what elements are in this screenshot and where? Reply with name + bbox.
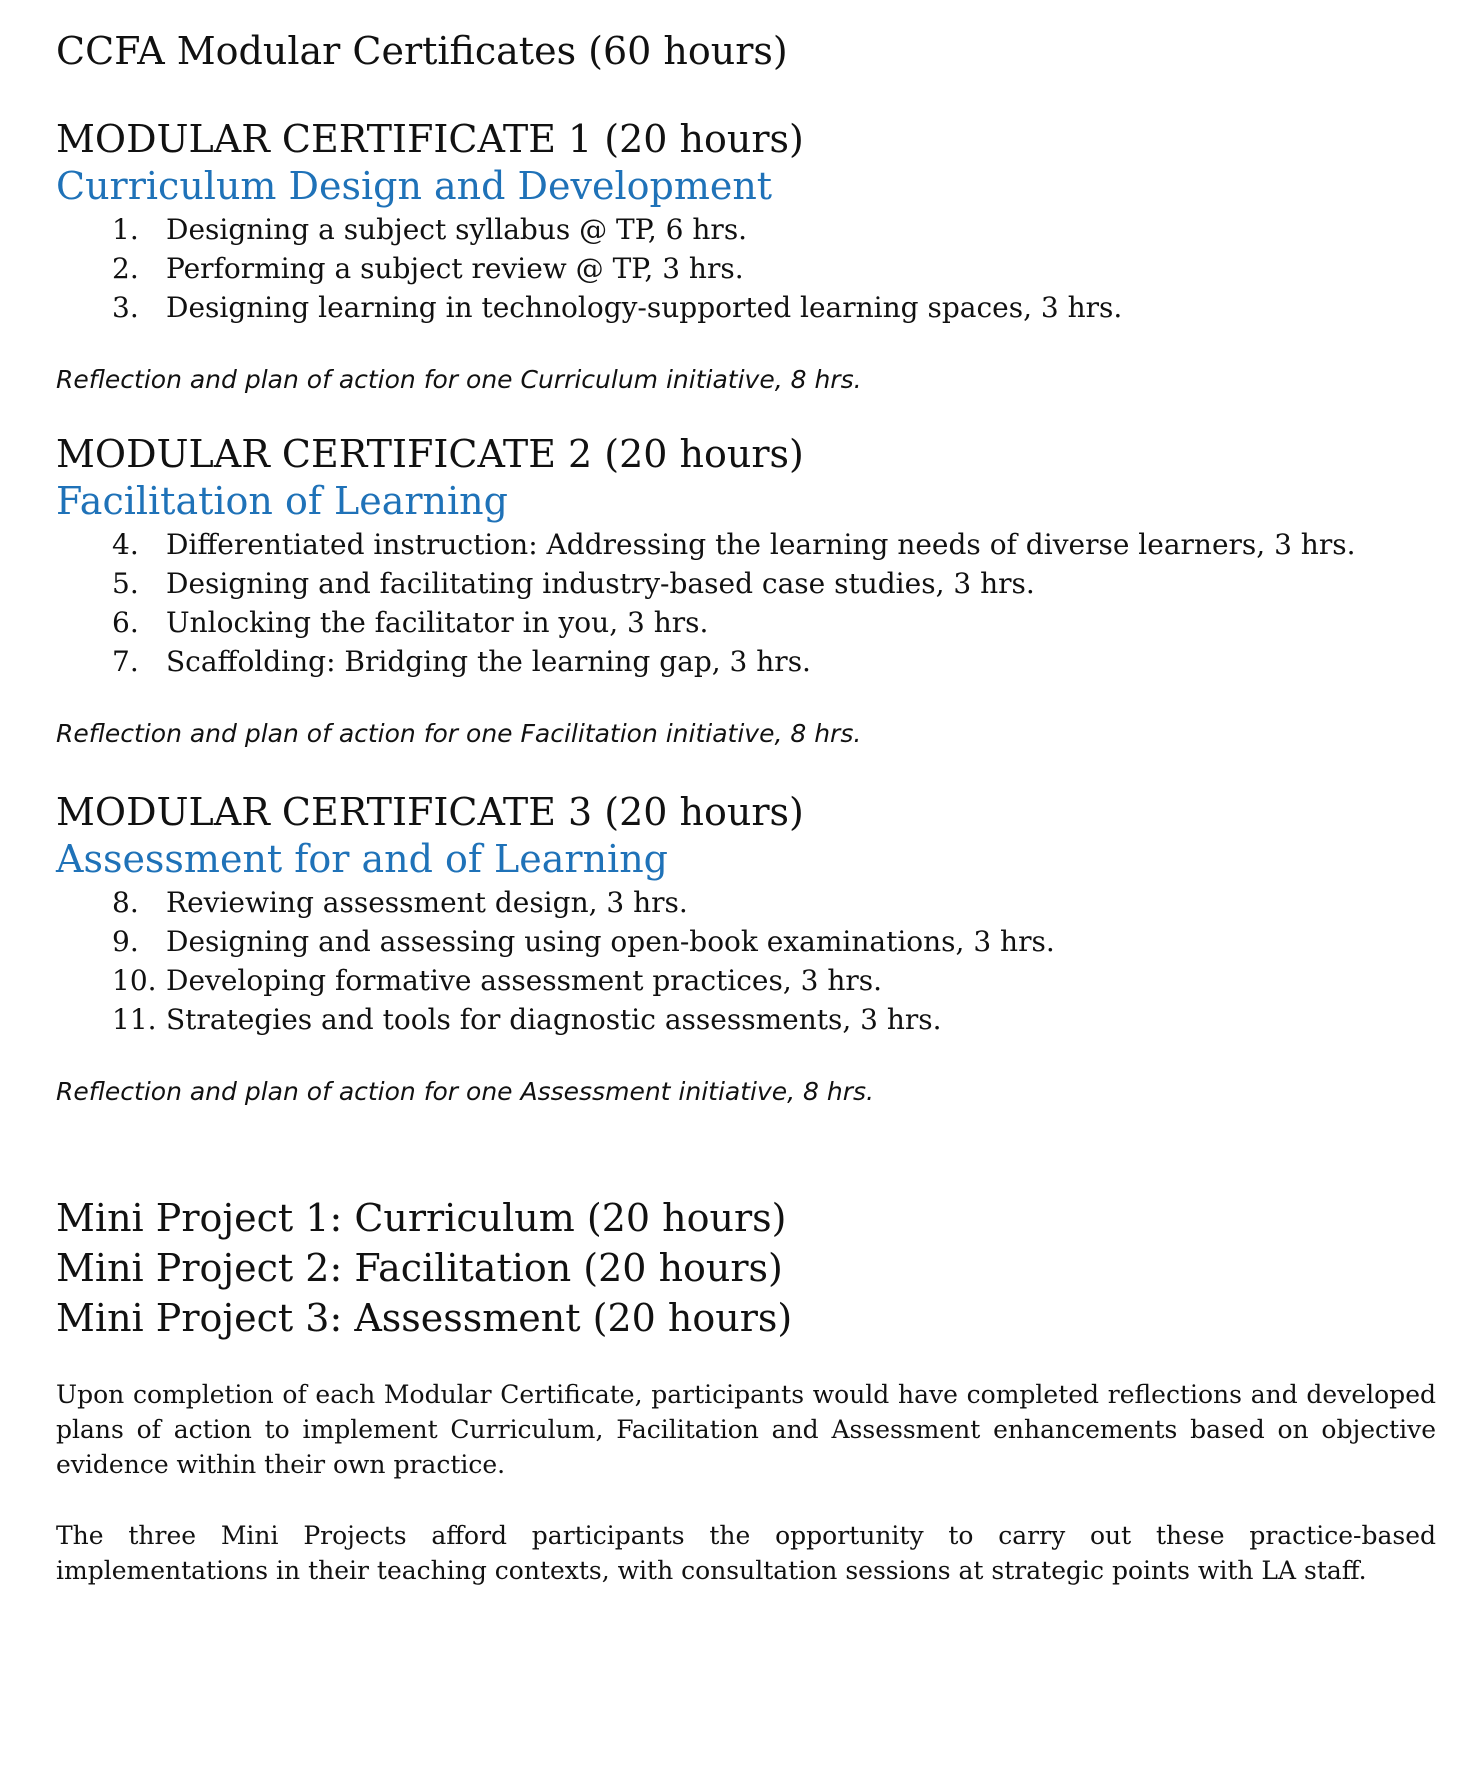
module-item [56, 922, 1436, 961]
document-page [56, 28, 1436, 1588]
module-list [56, 210, 1436, 327]
module-list [56, 525, 1436, 681]
mini-projects [56, 1193, 1436, 1343]
certificate-heading: MODULAR CERTIFICATE 2 (20 hours) [56, 432, 804, 476]
module-item [56, 603, 1436, 642]
certificate-heading: MODULAR CERTIFICATE 1 (20 hours) [56, 117, 804, 161]
mini-project-item: Mini Project 1: Curriculum (20 hours) [56, 1196, 787, 1240]
item-text: Differentiated instruction: Addressing the learning needs of diverse learners, 3 hrs. [166, 528, 1356, 561]
certificate-1 [56, 116, 1436, 397]
module-list [56, 883, 1436, 1039]
item-number: 4. [112, 528, 139, 561]
module-item [56, 210, 1436, 249]
certificate-2 [56, 431, 1436, 751]
reflection-note: Reflection and plan of action for one Curriculum initiative, 8 hrs. [56, 365, 862, 394]
mini-project-item: Mini Project 3: Assessment (20 hours) [56, 1296, 793, 1340]
item-number: 7. [112, 645, 139, 678]
reflection-note: Reflection and plan of action for one Assessment initiative, 8 hrs. [56, 1077, 874, 1106]
item-text: Unlocking the facilitator in you, 3 hrs. [166, 606, 709, 639]
module-item [56, 883, 1436, 922]
item-number: 6. [112, 606, 139, 639]
module-item [56, 249, 1436, 288]
module-item [56, 564, 1436, 603]
module-item [56, 525, 1406, 564]
certificate-subtitle: Curriculum Design and Development [56, 164, 773, 208]
item-number: 8. [112, 886, 139, 919]
module-item [56, 961, 1436, 1000]
item-text: Scaffolding: Bridging the learning gap, 3 hrs. [166, 645, 811, 678]
item-number: 10. [112, 964, 157, 997]
item-number: 9. [112, 925, 139, 958]
item-text: Developing formative assessment practices, 3 hrs. [166, 964, 883, 997]
item-text: Reviewing assessment design, 3 hrs. [166, 886, 688, 919]
certificate-subtitle: Assessment for and of Learning [56, 837, 668, 881]
document-title: CCFA Modular Certificates (60 hours) [56, 29, 788, 73]
item-text: Performing a subject review @ TP, 3 hrs. [166, 252, 744, 285]
item-text: Designing and facilitating industry-based case studies, 3 hrs. [166, 567, 1035, 600]
summary-paragraph: Upon completion of each Modular Certificate, participants would have completed reflections and developed plans of action to implement Curriculum, Facilitation and Assessment enhancements based on objective evidence within their own practice. [56, 1380, 1436, 1479]
certificate-heading: MODULAR CERTIFICATE 3 (20 hours) [56, 790, 804, 834]
certificate-3 [56, 789, 1436, 1109]
item-number: 1. [112, 213, 139, 246]
item-number: 5. [112, 567, 139, 600]
item-text: Strategies and tools for diagnostic assessments, 3 hrs. [166, 1003, 942, 1036]
module-item [56, 288, 1436, 327]
item-text: Designing and assessing using open-book examinations, 3 hrs. [166, 925, 1055, 958]
item-text: Designing learning in technology-supported learning spaces, 3 hrs. [166, 291, 1123, 324]
summary-paragraph: The three Mini Projects afford participants the opportunity to carry out these practice-based implementations in their teaching contexts, with consultation sessions at strategic points with LA staff. [56, 1521, 1436, 1585]
certificate-subtitle: Facilitation of Learning [56, 479, 508, 523]
mini-project-item: Mini Project 2: Facilitation (20 hours) [56, 1246, 783, 1290]
module-item [56, 642, 1436, 681]
item-number: 11. [112, 1003, 157, 1036]
item-number: 3. [112, 291, 139, 324]
item-text: Designing a subject syllabus @ TP, 6 hrs. [166, 213, 748, 246]
module-item [56, 1000, 1436, 1039]
reflection-note: Reflection and plan of action for one Facilitation initiative, 8 hrs. [56, 719, 862, 748]
item-number: 2. [112, 252, 139, 285]
